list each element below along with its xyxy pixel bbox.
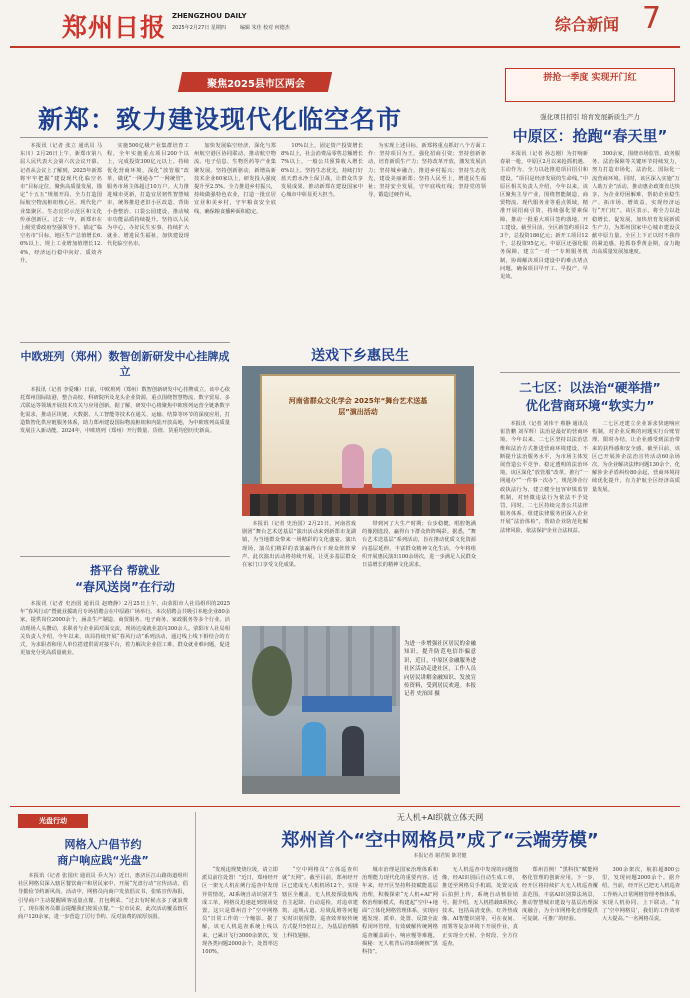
quarter-tag-text: 拼抢一季度 实现开门红: [543, 73, 637, 83]
main-article-col5: 为实现上述目标，新郑将重点抓好八个方面工作：坚持项目为王，强化招商引资；坚持创新驱动，培育新质生产力；坚持改革开放，激发发展活力；坚持城乡融合，推进乡村振兴；坚持生态优先，建设美丽新郑；坚持人民至上，增进民生福祉；坚持安全发展，守牢底线红线；坚持党的领导，锻造过硬作风。: [368, 143, 486, 199]
quarter-tag: [505, 68, 675, 102]
zhongyuan-body: 本报讯（记者 孙志刚）为打响新春第一枪，中原区2月以来抢抓机遇、主动作为，全力以赴推进项目招引和建设。“项目是经济发展的生命线。”中原区相关负责人介绍，今年以来，该区聚焦主导产业，围绕智能制造、商贸物流、现代服务业等重点领域，精准开展招商引资，持续强化要素保障，推动一批重大项目签约落地、开工建设。截至目前，全区新签约项目23个，总投资186亿元；新开工项目12个，总投资95亿元。中原区还强化服务保障，建立“一对一”专班服务机制，协调解决项目建设中的难点堵点问题，确保项目早开工、早投产、早见效。: [500, 151, 588, 281]
wangge-byline: 本报记者 谢君锐 陈君健: [413, 853, 467, 859]
wangge-col4: 无人机巡查中发现的问题图像，经AI识别后自动生成工单，推送至网格员手机端，处置完成后拍照上传，系统自动核验销号。据介绍，无人机搭载8项核心技术，包括高清变焦、红外热成像、AI智能识别等，可在夜间、雨雾等复杂环境下开展作业，真正实现全天候、全时段、全方位巡查。: [442, 867, 518, 947]
banner-label: 聚焦2025县市区两会: [207, 79, 305, 90]
culture-photo: [242, 366, 474, 516]
stage-sign: 河南省群众文化学会 2025年“舞台艺术送基层”演出活动: [288, 397, 428, 416]
pavement: [242, 776, 400, 794]
guangpan-headline-line1: 网格入户倡节约: [64, 838, 142, 851]
guangpan-body: 本报讯（记者 张国庆 通讯员 乔大为）近日，惠济区江山路街道组织社区网格员深入辖区餐饮商户和居民家中，开展“光盘行动”宣传活动，倡导勤俭节约新风尚。活动中，网格员向商户发放倡议书，张贴宣传海报，引导商户主动提醒顾客适量点餐、打包剩菜。“过去有时候点多了就浪费了，现在服务员都会提醒我们按需点餐。”一位市民说。此次活动覆盖辖区商户120余家，进一步营造了厉行节约、反对浪费的浓厚氛围。: [18, 873, 188, 921]
fazhi-divider: [500, 372, 680, 373]
guangpan-headline-line2: 商户响应践“光盘”: [57, 854, 149, 867]
masthead: [0, 0, 690, 58]
jobs-headline-line1: 搭平台 帮就业: [90, 564, 160, 577]
jobs-divider: [20, 556, 230, 557]
guangpan-tag-text: 光盘行动: [39, 817, 67, 825]
masthead-rule: [10, 46, 680, 48]
culture-headline: 送戏下乡惠民生: [311, 348, 409, 364]
zhongyuan-headline: 中原区：抢跑“春天里”: [512, 127, 668, 145]
wangge-col6: 300余架次，航拍超800公里，发现问题2000余个。据介绍，当前，经开区已把无人机巡查工作纳入日常网格管理考核体系，实现人机协同、上下联动。“有了‘空中网格员’，我们的工作效率大大提高。”一名网格员说。: [602, 867, 680, 923]
main-article-col1: 本报讯（记者 张立 通讯员 马东川）2月26日上午，新郑市第八届人民代表大会第六次会议开幕。记者从会议上了解到，2025年新郑将牢牢把握“建设现代化临空名市”目标定位，聚焦高质量发展，锚定“十五五”规划开局，全力打造国际航空物流枢纽核心区、现代化产业集聚区、生态宜居示范区和文化传承创新区。过去一年，新郑市在上级党委政府坚强领导下，锚定“临空名市”目标，地区生产总值增长6.6%以上，规上工业增加值增长12.4%，经济运行稳中向好、质效齐升。: [20, 143, 102, 264]
tree: [252, 646, 292, 716]
culture-body: 带到河了大生产时期；台步稳健，唱腔饱满的豫剧选段，赢得台下群众阵阵喝彩。据悉，“舞台艺术送基层”系列活动，旨在推动优质文化资源向基层延伸，丰富群众精神文化生活，今年将组织开展惠民演出100余场次，进一步满足人民群众日益增长的精神文化需求。: [362, 521, 476, 569]
date-line: 2025年2月27日 星期四: [172, 25, 226, 31]
person: [302, 722, 326, 782]
fazhi-headline-line2: 优化营商环境“软实力”: [525, 398, 655, 413]
wangge-col2: “空中网格员”立体巡查织就“天网”。截至目前，郑州经开区已建成无人机机场12个，实现辖区全覆盖，无人机按预设航线自主起降、自动巡检，对违章建筑、违规占道、垃圾乱堆等问题实时识别预警，巡查效率较传统方式提升5倍以上，为基层治理插上科技翅膀。: [282, 867, 358, 939]
editor-line: 编辑 朱佳 校对 何德杰: [240, 25, 290, 31]
zhongou-body: 本报讯（记者 李爱琳）日前，中欧班列（郑州）数智创新研发中心挂牌成立。该中心依托郑州国际陆港，整合高校、科研院所及龙头企业资源，重点围绕智慧物流、数字贸易、多式联运等领域开展技术攻关与应用创新。据了解，研发中心将聚焦中欧班列运营全链条数字化需求，推动区块链、大数据、人工智能等技术在通关、运输、结算等环节的深度应用，打造数智化供应链服务体系，助力郑州建设国际物流枢纽和内陆开放高地，为中欧班列高质量发展注入新动能。2024年，中欧班列（郑州）开行数量、货值、货重均创历史新高。: [20, 387, 230, 435]
zhongyuan-col2: 300余家，围绕市场监管、政务服务、法治保障等关键环节持续发力，努力打造市场化、法治化、国际化一流营商环境。同时，该区深入实施“万人助万企”活动，推动惠企政策直达快享，为企业纾困解难，帮助企业稳生产、拓市场、增效益，实现经济运行“开门红”。该区表示，将全力以赴稳增长、促发展，加快培育发展新质生产力，为郑州国家中心城市建设贡献中原力量。全区上下正以时不我待的紧迫感，抢抓春季黄金期，奋力跑出高质量发展加速度。: [592, 151, 680, 256]
guangpan-tag: [18, 814, 88, 828]
zhongou-divider: [20, 342, 230, 343]
main-article-col2: 实施500亿级产业集群培育工程，全年实施重点项目200个以上，完成投资300亿元以上。持续优化营商环境，深化“放管服”改革，做优“一网通办”“一网统管”，服务市场主体超过10万户。大力推进城市更新，打造宜居韧性智慧城市，统筹推进老旧小区改造、背街小巷整治、口袋公园建设，推动城市功能品质持续提升。坚持以人民为中心，办好民生实事，持续扩大就业、增进民生福祉，加快建设现代化临空名市。: [107, 143, 189, 248]
zhongyuan-kicker: 强化项目招引 培育发展新质生产力: [540, 113, 640, 121]
fazhi-headline-line1: 二七区：以法治“硬举措”: [519, 380, 661, 395]
wangge-headline: 郑州首个“空中网格员”成了“云端劳模”: [281, 830, 599, 851]
street-photo: [242, 626, 400, 794]
jobs-headline-line2: “春风送岗”在行动: [75, 580, 175, 594]
wangge-col1: “发现违规焚烧垃圾，请立即派员前往处置！”近日，郑州经开区一架无人机在例行巡查中发现异常情况，AI系统自动识别并生成工单，网格员迅速赶到现场处置。这只是郑州首个“空中网格员”日常工作的一个缩影。据了解，该无人机巡查系统上线以来，已累计飞行3000余架次，发现各类问题2000余个，处置率达100%。: [202, 867, 278, 956]
performer: [342, 444, 364, 488]
bottom-column-divider: [195, 812, 196, 992]
main-headline: 新郑：致力建设现代化临空名市: [38, 105, 403, 134]
zhongou-headline: 中欧班列（郑州）数智创新研发中心挂牌成立: [20, 350, 230, 378]
performer: [372, 448, 392, 488]
newspaper-logo: 郑州日报: [62, 13, 167, 42]
main-article-col4: 10%以上，固定资产投资增长8%以上，社会消费品零售总额增长7%以上，一般公共预算收入增长6%以上。坚持生态优先，持续打好蓝天碧水净土保卫战，让群众共享发展成果，推动新郑在建设国家中心城市中彰显更大担当。: [281, 143, 363, 199]
paper-english-name: ZHENGZHOU DAILY: [172, 12, 247, 20]
wangge-col5: 郑州首例！“黑科技”赋能网格化管理的创新应用。下一步，经开区将持续扩大无人机巡查覆盖范围，丰富AI识别算法场景，推动智慧城市建设与基层治理深度融合，为全市网格化治理提供可复制、可推广的经验。: [522, 867, 598, 923]
page-number: 7: [642, 1, 662, 36]
bottom-section-rule: [10, 806, 680, 807]
fazhi-body: 本报讯（记者 刘伟干 蔡静 通讯员 崔浩鹏 刘军辉）法治是最好的营商环境。今年以来，二七区坚持以法治思维和法治方式推进营商环境建设，不断提升法治服务水平，为市场主体发展营造公平竞争、稳定透明的法治环境。该区深化“放管服”改革，推行“一网通办”“一件事一次办”，规范涉企行政执法行为，建立健全包容审慎监管机制，对轻微违法行为依法不予处罚。同时，二七区持续完善公共法律服务体系，组建法律服务团深入企业开展“法治体检”，帮助企业防范化解法律风险，依法保护企业合法权益。: [500, 421, 588, 534]
main-article-col3: 加快发展临空经济，深化与郑州航空港区协同联动，推动航空物流、电子信息、生物医药等产业集聚发展。坚持创新驱动，新增高新技术企业60家以上，研发投入强度提升至2.5%。全力推进乡村振兴，持续做强特色农业，打造一批宜居宜业和美乡村，守牢粮食安全底线，确保粮食播种面积稳定。: [194, 143, 276, 215]
wangge-small-tag: 无人机+AI织就立体天网: [396, 813, 484, 822]
tent: [302, 696, 392, 712]
jobs-body: 本报讯（记者 史治国 通讯员 赵晓静）2月25日上午，由荥阳市人社局组织的2025年“春风行动”暨就业援助月专场招聘会在中原路广场举行。本次招聘会共吸引本地企业80余家，提供岗位2000余个，涵盖生产制造、商贸服务、电子商务、家政服务等多个行业。活动现场人头攒动，求职者与企业面对面交流，现场达成就业意向300余人。荥阳市人社局相关负责人介绍，今年以来，该局持续开展“春风行动”系列活动，通过线上线下相结合的方式，为求职者和用人单位搭建供需对接平台，着力解决企业招工难、群众就业难问题，促进更加充分更高质量就业。: [20, 601, 230, 657]
person: [342, 726, 364, 782]
audience: [250, 494, 466, 516]
section-title: 综合新闻: [555, 15, 620, 34]
street-photo-caption: 为进一步增强社区居民的金融知识，提升防范电信诈骗意识，近日，中原区金融服务进社区活动走进社区，工作人员向居民讲解金融知识、发放宣传资料，受到居民欢迎。本报记者 史治国 摄: [404, 641, 476, 698]
headline-underline: [20, 137, 488, 138]
wangge-col3: 城市治理是国家治理体系和治理能力现代化的重要内容。近年来，经开区坚持科技赋能基层治理，积极探索“无人机+AI”网格治理新模式，构建起“空中+地面”立体化网格管理体系，实现问题发现、派单、处置、反馈全流程闭环管理，有效破解传统网格巡查覆盖面小、响应慢等难题。揭秘：无人机背后的8项硬核“黑科技”。: [362, 867, 438, 956]
fazhi-col2: 二七区还建立企业诉求快速响应机制，对企业反映的问题实行台账管理、限时办结，让企业感受到法治带来的获得感和安全感。截至目前，该区已开展涉企法治宣传活动60余场次，为企业解决法律问题130余个，化解涉企矛盾纠纷80余起，营商环境持续优化提升，有力护航全区经济高质量发展。: [592, 421, 680, 493]
culture-caption: 本报讯（记者 史治国）2月21日，河南省戏剧团“舞台艺术送基层”演出活动来到新郑市龙湖镇，为当地群众带来一场精彩的文化盛宴。演出现场，演员们精彩的表演赢得台下观众阵阵掌声。此次演出活动将持续开展，让更多基层群众在家门口享受文化成果。: [242, 521, 356, 569]
